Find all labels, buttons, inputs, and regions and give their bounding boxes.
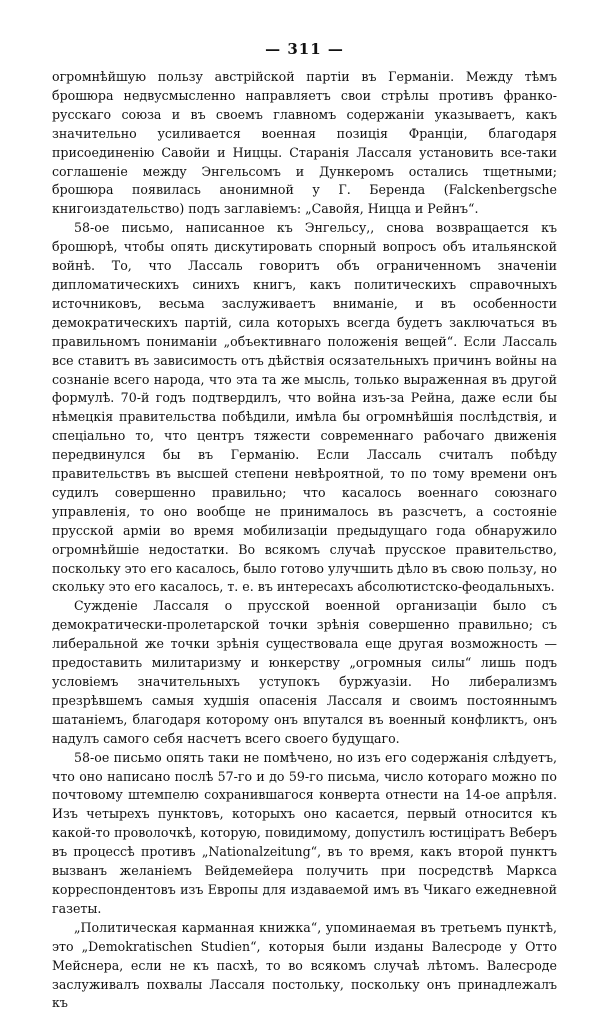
document-page	[52, 40, 557, 1013]
page-number: — 311 —	[265, 40, 344, 58]
paragraph-undated-letter: 58-ое письмо опять таки не помѣчено, но изъ его содержанія слѣдуетъ, что оно написано послѣ 57-го и до 59-го письма, число котораго можно по почтовому штемпелю сохранившагося конверта отнести на 14-ое апрѣля. Изъ четырехъ пунктовъ, которыхъ оно касается, первый относится къ какой-то проволочкѣ, которую, повидимому, допустилъ юстиціратъ Веберъ въ процессѣ противъ „Nationalzeitung“, въ то время, какъ второй пунктъ вызванъ желаніемъ Вейдемейера получить при посредствѣ Маркса корреспондентовъ изъ Европы для издаваемой имъ въ Чикаго ежедневной газеты.	[52, 749, 557, 916]
paragraph-letter-58: 58-ое письмо, написанное къ Энгельсу,, снова возвращается къ брошюрѣ, чтобы опять дискутировать спорный вопросъ объ итальянской войнѣ. То, что Лассаль говоритъ объ ограниченномъ значеніи дипломатическихъ синихъ книгъ, какъ политическихъ справочныхъ источниковъ, весьма заслуживаетъ вниманіе, и въ особенности демократическихъ партій, сила которыхъ всегда будетъ заключаться въ правильномъ пониманіи „объективнаго положенія вещей“. Если Лассаль все ставитъ въ зависимость отъ дѣйствія осязательныхъ причинъ войны на сознаніе всего народа, что эта та же мысль, только выраженная въ другой формулѣ. 70-й годъ подтвердилъ, что война изъ-за Рейна, даже если бы нѣмецкія правительства побѣдили, имѣла бы огромнѣйшія послѣдствія, и спеціально то, что центръ тяжести современнаго рабочаго движенія передвинулся бы въ Германію. Если Лассаль считалъ побѣду правительствъ въ высшей степени невѣроятной, то по тому времени онъ судилъ совершенно правильно; что касалось военнаго союзнаго управленія, то оно вообще не принималось въ разсчетъ, а состояніе прусской арміи во время мобилизаціи предыдущаго года обнаружило огромнѣйшіе недостатки. Во всякомъ случаѣ прусское правительство, поскольку это его касалось, было готово улучшить дѣло въ свою пользу, но скольку это его касалось, т. е. въ интересахъ абсолютистско-феодальныхъ.	[52, 220, 557, 595]
paragraph-pocket-book: „Политическая карманная книжка“, упоминаемая въ третьемъ пунктѣ, это „Demokratischen Studien“, которыя были изданы Валесроде у Отто Мейснера, если не къ пасхѣ, то во всякомъ случаѣ лѣтомъ. Валесроде заслуживалъ похвалы Лассаля постольку, поскольку онъ принадлежалъ къ	[52, 919, 557, 1011]
paragraph-military-organization: Сужденіе Лассаля о прусской военной организаціи было съ демократически-пролетарской точки зрѣнія совершенно правильно; съ либеральной же точки зрѣнія существовала еще другая возможность — предоставить милитаризму и юнкерству „огромныя силы“ лишь подъ условіемъ значительныхъ уступокъ буржуазіи. Но либерализмъ презрѣвшемъ самыя худшія опасенія Лассаля и своимъ постояннымъ шатаніемъ, благодаря которому онъ впутался въ военный конфликтъ, онъ надулъ самого себя насчетъ всего своего будущаго.	[52, 598, 557, 746]
paragraph-continuation: огромнѣйшую пользу австрійской партіи въ Германіи. Между тѣмъ брошюра недвусмысленно направляетъ свои стрѣлы противъ франко-русскаго союза и въ своемъ главномъ содержаніи указываетъ, какъ значительно усиливается военная позиція Франціи, благодаря присоединенію Савойи и Ниццы. Старанія Лассаля установить все-таки соглашеніе между Энгельсомъ и Дункеромъ остались тщетными; брошюра появилась анонимной у Г. Беренда (Falckenbergsche книгоиздательство) подъ заглавіемъ: „Савойя, Ницца и Рейнъ“.	[52, 69, 557, 217]
